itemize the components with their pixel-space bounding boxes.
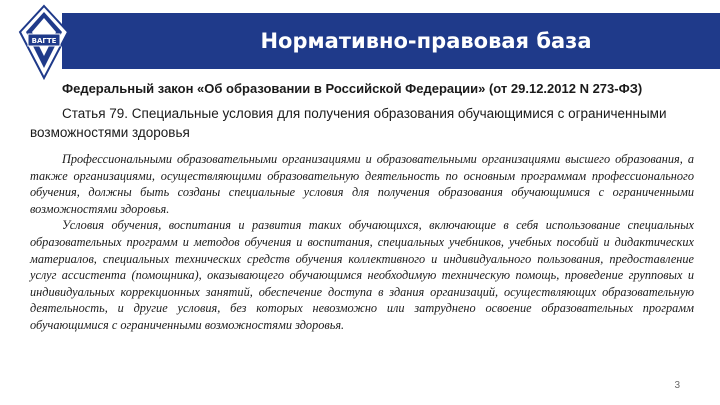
- slide-title: Нормативно-правовая база: [260, 29, 592, 53]
- paragraph: Профессиональными образовательными организациями и образовательными организациями высшего образования, а также организациями, осуществляющими образовательную деятельность по основным программам профессионального обучения, должны быть созданы специальные условия для получения образования обучающимися с ограниченными возможностями здоровья.: [30, 152, 694, 216]
- page-number: 3: [674, 380, 680, 391]
- paragraph: Условия обучения, воспитания и развития таких обучающихся, включающие в себя использование специальных образовательных программ и методов обучения и воспитания, специальных учебников, учебных пособий и дидактических материалов, специальных технических средств обучения коллективного и индивидуального пользования, предоставление услуг ассистента (помощника), оказывающего обучающимся необходимую техническую помощь, проведение групповых и индивидуальных коррекционных занятий, обеспечение доступа в здания организаций, осуществляющих образовательную деятельность, и другие условия, без которых невозможно или затруднено освоение образовательных программ обучающимися с ограниченными возможностями здоровья.: [30, 218, 694, 332]
- article-title: Статья 79. Специальные условия для получения образования обучающимися с ограниченными возможностями здоровья: [30, 106, 667, 140]
- header-bar: [62, 13, 720, 69]
- university-emblem-icon: [18, 4, 70, 80]
- article-body: [30, 151, 694, 334]
- law-title: Федеральный закон «Об образовании в Российской Федерации» (от 29.12.2012 N 273-ФЗ): [62, 81, 643, 96]
- logo-text: ВАГТЕ: [31, 37, 57, 45]
